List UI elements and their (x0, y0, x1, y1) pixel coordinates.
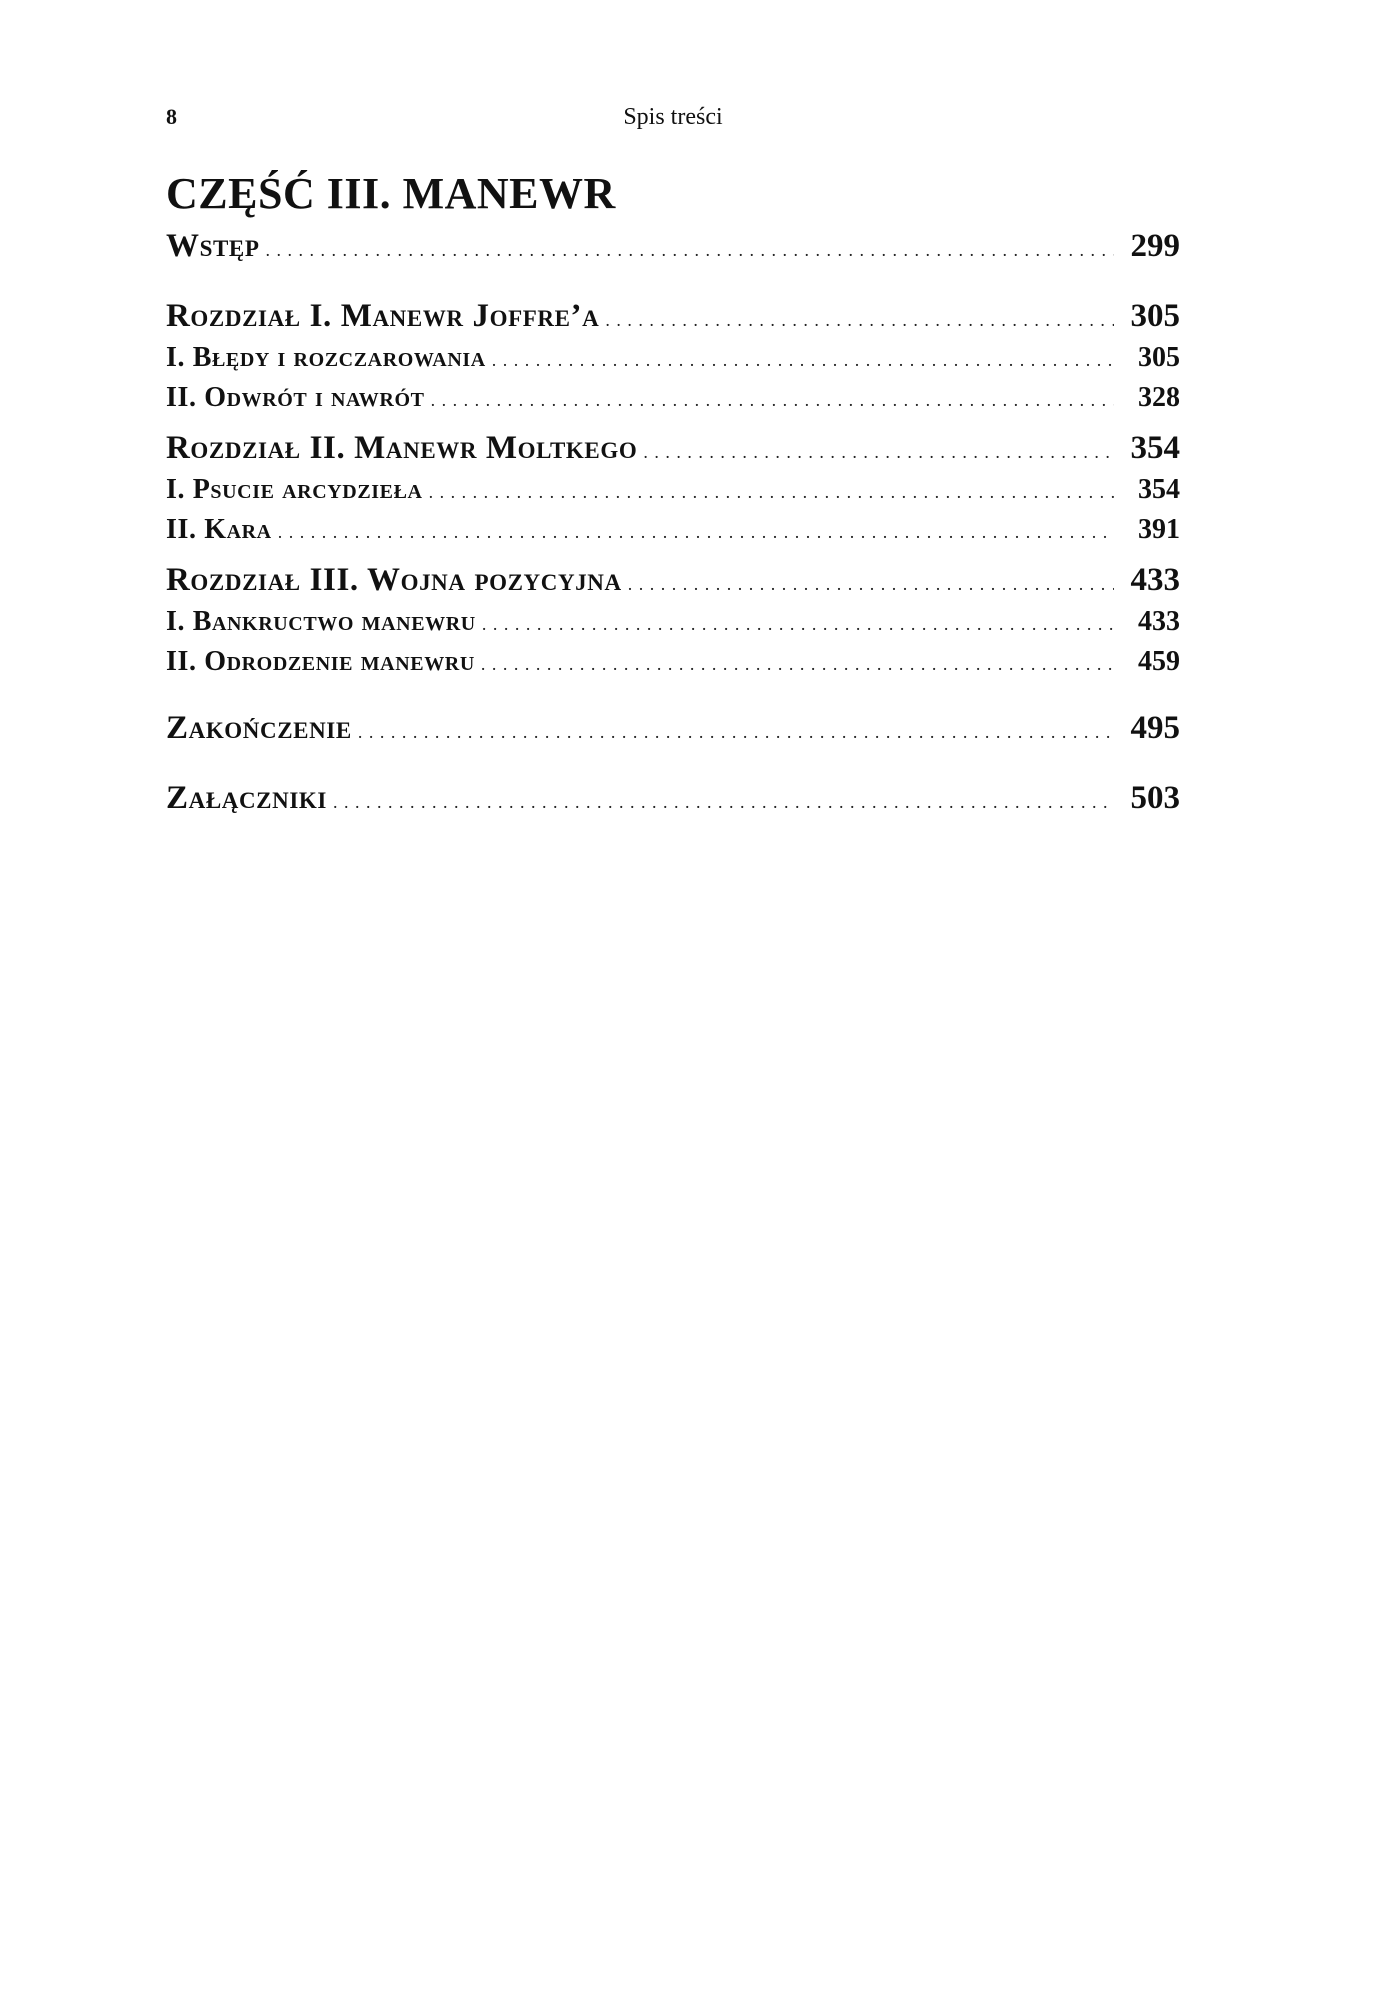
toc-entry-zakonczenie[interactable] (166, 710, 1180, 756)
toc-entry-page: 299 (1130, 228, 1180, 264)
dot-leader (481, 646, 1114, 678)
dot-leader (333, 780, 1114, 817)
toc-entry-page: 328 (1138, 382, 1180, 413)
toc-entry-chapter-2[interactable] (166, 430, 1180, 474)
toc-entry-label: II. Odrodzenie manewru (166, 646, 475, 677)
dot-leader (266, 228, 1114, 265)
toc-entry-page: 305 (1138, 342, 1180, 373)
table-of-contents (166, 228, 1180, 826)
toc-entry-page: 503 (1130, 780, 1180, 816)
toc-entry-page: 433 (1130, 562, 1180, 598)
dot-leader (358, 710, 1114, 747)
toc-entry-label: Rozdział II. Manewr Moltkego (166, 430, 638, 466)
toc-entry-label: Zakończenie (166, 710, 352, 746)
toc-entry-chapter-1[interactable] (166, 298, 1180, 342)
dot-leader (492, 342, 1114, 374)
dot-leader (429, 474, 1114, 506)
toc-entry-page: 433 (1138, 606, 1180, 637)
toc-entry-label: Rozdział III. Wojna pozycyjna (166, 562, 622, 598)
toc-entry-label: Wstęp (166, 228, 260, 264)
toc-entry-chapter-3[interactable] (166, 562, 1180, 606)
toc-entry-page: 305 (1130, 298, 1180, 334)
dot-leader (628, 562, 1114, 599)
toc-entry-label: II. Odwrót i nawrót (166, 382, 425, 413)
running-head (166, 104, 1180, 144)
toc-entry-section[interactable] (166, 606, 1180, 646)
dot-leader (431, 382, 1114, 414)
toc-entry-section[interactable] (166, 342, 1180, 382)
toc-entry-section[interactable] (166, 382, 1180, 422)
toc-entry-section[interactable] (166, 474, 1180, 514)
toc-entry-page: 391 (1138, 514, 1180, 545)
dot-leader (278, 514, 1114, 546)
toc-entry-label: I. Psucie arcydzieła (166, 474, 423, 505)
toc-entry-wstep[interactable] (166, 228, 1180, 274)
toc-entry-zalaczniki[interactable] (166, 780, 1180, 826)
part-title: CZĘŚĆ III. MANEWR (166, 169, 616, 218)
dot-leader (643, 430, 1114, 467)
toc-entry-label: Rozdział I. Manewr Joffre’a (166, 298, 600, 334)
toc-entry-page: 495 (1130, 710, 1180, 746)
toc-entry-section[interactable] (166, 514, 1180, 554)
toc-entry-label: II. Kara (166, 514, 272, 545)
toc-entry-section[interactable] (166, 646, 1180, 686)
dot-leader (482, 606, 1114, 638)
toc-entry-page: 459 (1138, 646, 1180, 677)
toc-entry-label: Załączniki (166, 780, 327, 816)
toc-entry-label: I. Bankructwo manewru (166, 606, 476, 637)
toc-entry-page: 354 (1130, 430, 1180, 466)
toc-entry-page: 354 (1138, 474, 1180, 505)
page-number: 8 (166, 104, 177, 129)
running-title: Spis treści (623, 104, 723, 130)
toc-entry-label: I. Błędy i rozczarowania (166, 342, 486, 373)
dot-leader (605, 298, 1114, 335)
